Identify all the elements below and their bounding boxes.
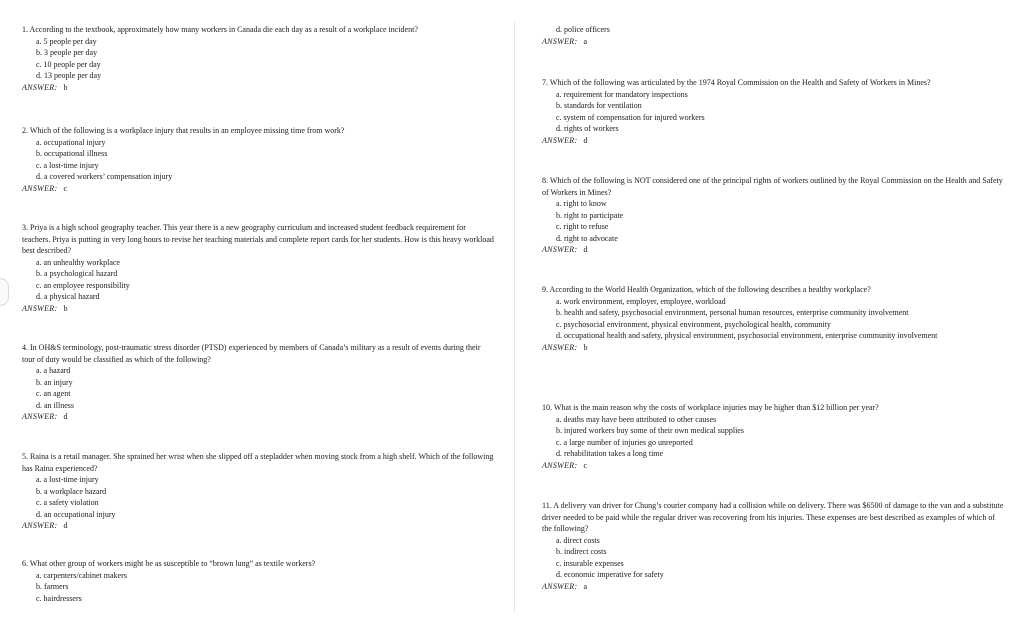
answer-options (22, 36, 494, 82)
answer-key (542, 581, 1006, 593)
question-text: 1. According to the textbook, approximately how many workers in Canada die each day as a result of a workplace incident? (22, 25, 418, 34)
answer-option: c. hairdressers (36, 593, 82, 603)
answer-option: a. 5 people per day (36, 36, 97, 46)
question-block (542, 24, 1006, 47)
answer-option: a. direct costs (556, 535, 600, 545)
page-edge-tab (0, 278, 9, 306)
answer-option: b. indirect costs (556, 547, 607, 556)
answer-option: b. injured workers buy some of their own medical supplies (556, 426, 744, 435)
answer-option: c. a safety violation (36, 498, 99, 507)
answer-key (542, 342, 1006, 354)
answer-label: ANSWER: (22, 412, 58, 421)
column-divider (514, 22, 515, 612)
answer-label: ANSWER: (22, 82, 58, 92)
answer-key (22, 520, 494, 532)
question-block (542, 500, 1006, 592)
answer-key (542, 244, 1006, 256)
answer-option: a. a hazard (36, 366, 71, 375)
answer-option: c. insurable expenses (556, 558, 624, 568)
question-text: 2. Which of the following is a workplace injury that results in an employee missing time from work? (22, 126, 345, 135)
answer-label: ANSWER: (542, 245, 578, 254)
question-block (542, 175, 1006, 256)
answer-value: c (63, 183, 68, 193)
answer-option: d. a covered workers’ compensation injury (36, 172, 173, 181)
answer-option: d. occupational health and safety, physical environment, psychosocial environment, enterprise community involvement (556, 331, 938, 340)
answer-options (542, 296, 1006, 342)
answer-option: b. occupational illness (36, 149, 108, 158)
question-text: 11. A delivery van driver for Chung’s courier company had a collision while on delivery. There was $6500 of damage to the van and a substitute driver needed to be paid while the regular driver was recovering from his injuries. These expenses are best described as examples of which of the following? (542, 501, 1004, 533)
question-text: 6. What other group of workers might be as susceptible to “brown lung” as textile workers? (22, 559, 316, 568)
answer-option: d. right to advocate (556, 233, 618, 243)
answer-option: b. 3 people per day (36, 48, 98, 57)
answer-options (542, 198, 1006, 244)
answer-key (542, 460, 1006, 472)
question-text: 7. Which of the following was articulated by the 1974 Royal Commission on the Health and Safety of Workers in Mines? (542, 78, 931, 87)
answer-option: a. work environment, employer, employee, workload (556, 296, 726, 306)
question-text: 4. In OH&S terminology, post-traumatic stress disorder (PTSD) experienced by members of Canada’s military as a result of events during their tour of duty would be classified as which of the following? (22, 343, 481, 364)
question-text: 9. According to the World Health Organization, which of the following describes a healthy workplace? (542, 285, 871, 294)
question-block (22, 451, 494, 532)
question-text: 10. What is the main reason why the costs of workplace injuries may be higher than $12 billion per year? (542, 403, 879, 412)
answer-option: a. deaths may have been attributed to other causes (556, 414, 717, 424)
answer-option: c. right to refuse (556, 222, 609, 231)
answer-option: c. system of compensation for injured workers (556, 112, 705, 122)
answer-option: c. an agent (36, 389, 71, 398)
answer-option: a. right to know (556, 199, 607, 208)
answer-options (542, 535, 1006, 581)
answer-option: d. rights of workers (556, 124, 619, 133)
answer-option: a. a lost-time injury (36, 475, 99, 484)
answer-option: b. a psychological hazard (36, 269, 118, 278)
question-block (22, 222, 494, 314)
question-block (22, 24, 494, 93)
answer-value: a (583, 581, 588, 591)
answer-value: d (583, 245, 588, 254)
answer-option: d. police officers (556, 25, 610, 34)
answer-options (22, 570, 494, 605)
answer-label: ANSWER: (22, 183, 58, 193)
answer-option: a. an unhealthy workplace (36, 257, 120, 267)
question-block (542, 402, 1006, 471)
answer-options (542, 414, 1006, 460)
answer-value: d (583, 135, 588, 145)
answer-option: c. a lost-time injury (36, 160, 99, 170)
answer-option: b. right to participate (556, 210, 624, 220)
question-block (542, 284, 1006, 353)
answer-option: b. farmers (36, 582, 69, 591)
answer-option: a. requirement for mandatory inspections (556, 89, 688, 99)
question-text: 8. Which of the following is NOT considered one of the principal rights of workers outlined by the Royal Commission on the Health and Safety of Workers in Mines? (542, 176, 1003, 197)
answer-label: ANSWER: (22, 521, 58, 530)
answer-value: a (583, 36, 588, 46)
answer-key (22, 183, 494, 195)
answer-value: b (583, 342, 588, 352)
answer-option: c. a large number of injuries go unreported (556, 437, 693, 447)
question-block (542, 77, 1006, 146)
answer-value: d (63, 412, 68, 421)
answer-options (542, 24, 1006, 36)
answer-option: b. health and safety, psychosocial environment, personal human resources, enterprise community involvement (556, 308, 909, 317)
answer-label: ANSWER: (542, 135, 578, 145)
answer-option: d. a physical hazard (36, 292, 100, 301)
answer-options (22, 137, 494, 183)
answer-option: b. a workplace hazard (36, 486, 107, 496)
answer-value: b (63, 82, 68, 92)
answer-key (22, 303, 494, 315)
answer-label: ANSWER: (542, 342, 578, 352)
answer-option: d. rehabilitation takes a long time (556, 449, 664, 458)
answer-option: c. psychosocial environment, physical environment, psychological health, community (556, 319, 831, 329)
answer-options (22, 365, 494, 411)
answer-option: c. an employee responsibility (36, 280, 130, 290)
answer-options (542, 89, 1006, 135)
question-text: 5. Raina is a retail manager. She sprained her wrist when she slipped off a stepladder when moving stock from a high shelf. Which of the following has Raina experienced? (22, 452, 494, 473)
question-text: 3. Priya is a high school geography teacher. This year there is a new geography curriculum and increased student feedback requirement for teachers. Priya is putting in very long hours to revise her teaching materials and complete report cards for her students. How is this heavy workload best described? (22, 223, 494, 255)
answer-option: d. economic imperative for safety (556, 570, 664, 579)
answer-option: c. 10 people per day (36, 59, 101, 69)
answer-option: d. an occupational injury (36, 509, 116, 519)
question-block (22, 558, 494, 604)
answer-option: b. an injury (36, 377, 73, 387)
question-block (22, 342, 494, 423)
answer-option: d. an illness (36, 400, 74, 410)
answer-options (22, 257, 494, 303)
answer-key (22, 411, 494, 423)
answer-option: a. carpenters/cabinet makers (36, 570, 127, 580)
answer-option: d. 13 people per day (36, 71, 102, 80)
answer-value: b (63, 303, 68, 313)
answer-options (22, 474, 494, 520)
answer-key (542, 135, 1006, 147)
answer-key (22, 82, 494, 94)
question-block (22, 125, 494, 194)
answer-option: b. standards for ventilation (556, 101, 642, 110)
answer-value: d (63, 521, 68, 530)
answer-value: c (583, 460, 588, 470)
answer-label: ANSWER: (22, 303, 58, 313)
answer-label: ANSWER: (542, 460, 578, 470)
answer-label: ANSWER: (542, 581, 578, 591)
answer-label: ANSWER: (542, 36, 578, 46)
answer-option: a. occupational injury (36, 137, 106, 147)
answer-key (542, 36, 1006, 48)
